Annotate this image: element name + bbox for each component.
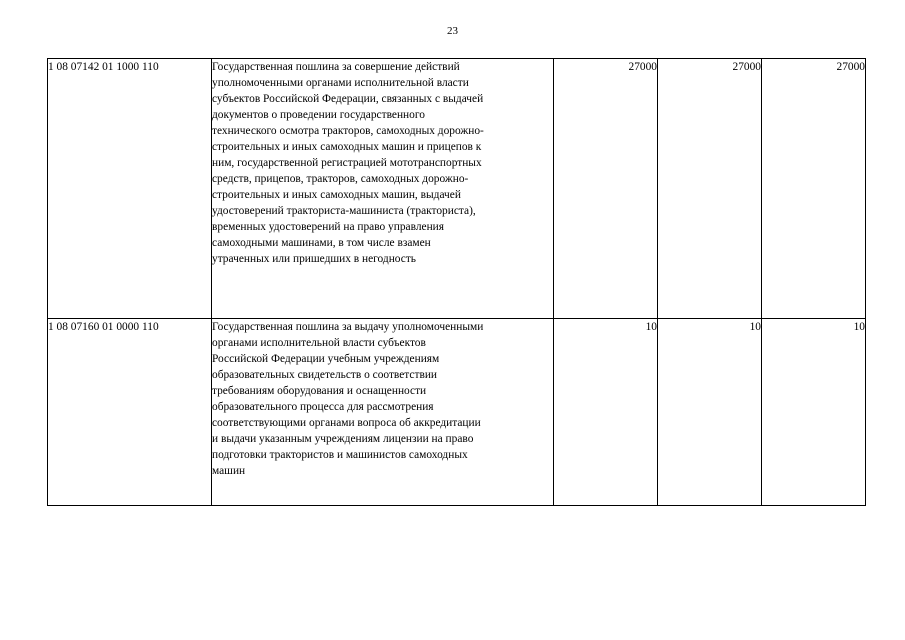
description-line: документов о проведении государственного [212, 109, 425, 121]
revenue-description [212, 319, 554, 506]
description-line: Российской Федерации учебным учреждениям [212, 353, 440, 365]
description-line: ним, государственной регистрацией мототранспортных [212, 157, 482, 169]
description-line: машин [212, 465, 246, 477]
description-line: образовательного процесса для рассмотрения [212, 401, 434, 413]
table-row [48, 319, 866, 506]
description-line: уполномоченными органами исполнительной власти [212, 77, 469, 89]
amount-cell: 27000 [762, 59, 866, 319]
budget-classification-code: 1 08 07160 01 0000 110 [48, 319, 212, 506]
description-line: средств, прицепов, тракторов, самоходных дорожно- [212, 173, 469, 185]
description-line: органами исполнительной власти субъектов [212, 337, 426, 349]
description-line: и выдачи указанным учреждениям лицензии на право [212, 433, 474, 445]
description-line: технического осмотра тракторов, самоходных дорожно- [212, 125, 484, 137]
description-line: субъектов Российской Федерации, связанных с выдачей [212, 93, 484, 105]
description-line: удостоверений тракториста-машиниста (тракториста), [212, 205, 476, 217]
amount-cell: 10 [554, 319, 658, 506]
amount-cell: 27000 [554, 59, 658, 319]
description-line: строительных и иных самоходных машин и прицепов к [212, 141, 482, 153]
revenue-description [212, 59, 554, 319]
description-line: строительных и иных самоходных машин, выдачей [212, 189, 461, 201]
description-line: временных удостоверений на право управления [212, 221, 444, 233]
page-number: 23 [447, 25, 458, 37]
amount-cell: 10 [762, 319, 866, 506]
table-row [48, 59, 866, 319]
description-line: Государственная пошлина за совершение действий [212, 61, 460, 73]
amount-cell: 27000 [658, 59, 762, 319]
amount-cell: 10 [658, 319, 762, 506]
description-line: Государственная пошлина за выдачу уполномоченными [212, 321, 484, 333]
description-line: самоходными машинами, в том числе взамен [212, 237, 431, 249]
description-line: требованиям оборудования и оснащенности [212, 385, 427, 397]
budget-classification-code: 1 08 07142 01 1000 110 [48, 59, 212, 319]
description-line: соответствующими органами вопроса об аккредитации [212, 417, 481, 429]
description-line: подготовки трактористов и машинистов самоходных [212, 449, 468, 461]
description-line: образовательных свидетельств о соответствии [212, 369, 438, 381]
budget-revenue-table [47, 58, 866, 506]
description-line: утраченных или пришедших в негодность [212, 253, 417, 265]
